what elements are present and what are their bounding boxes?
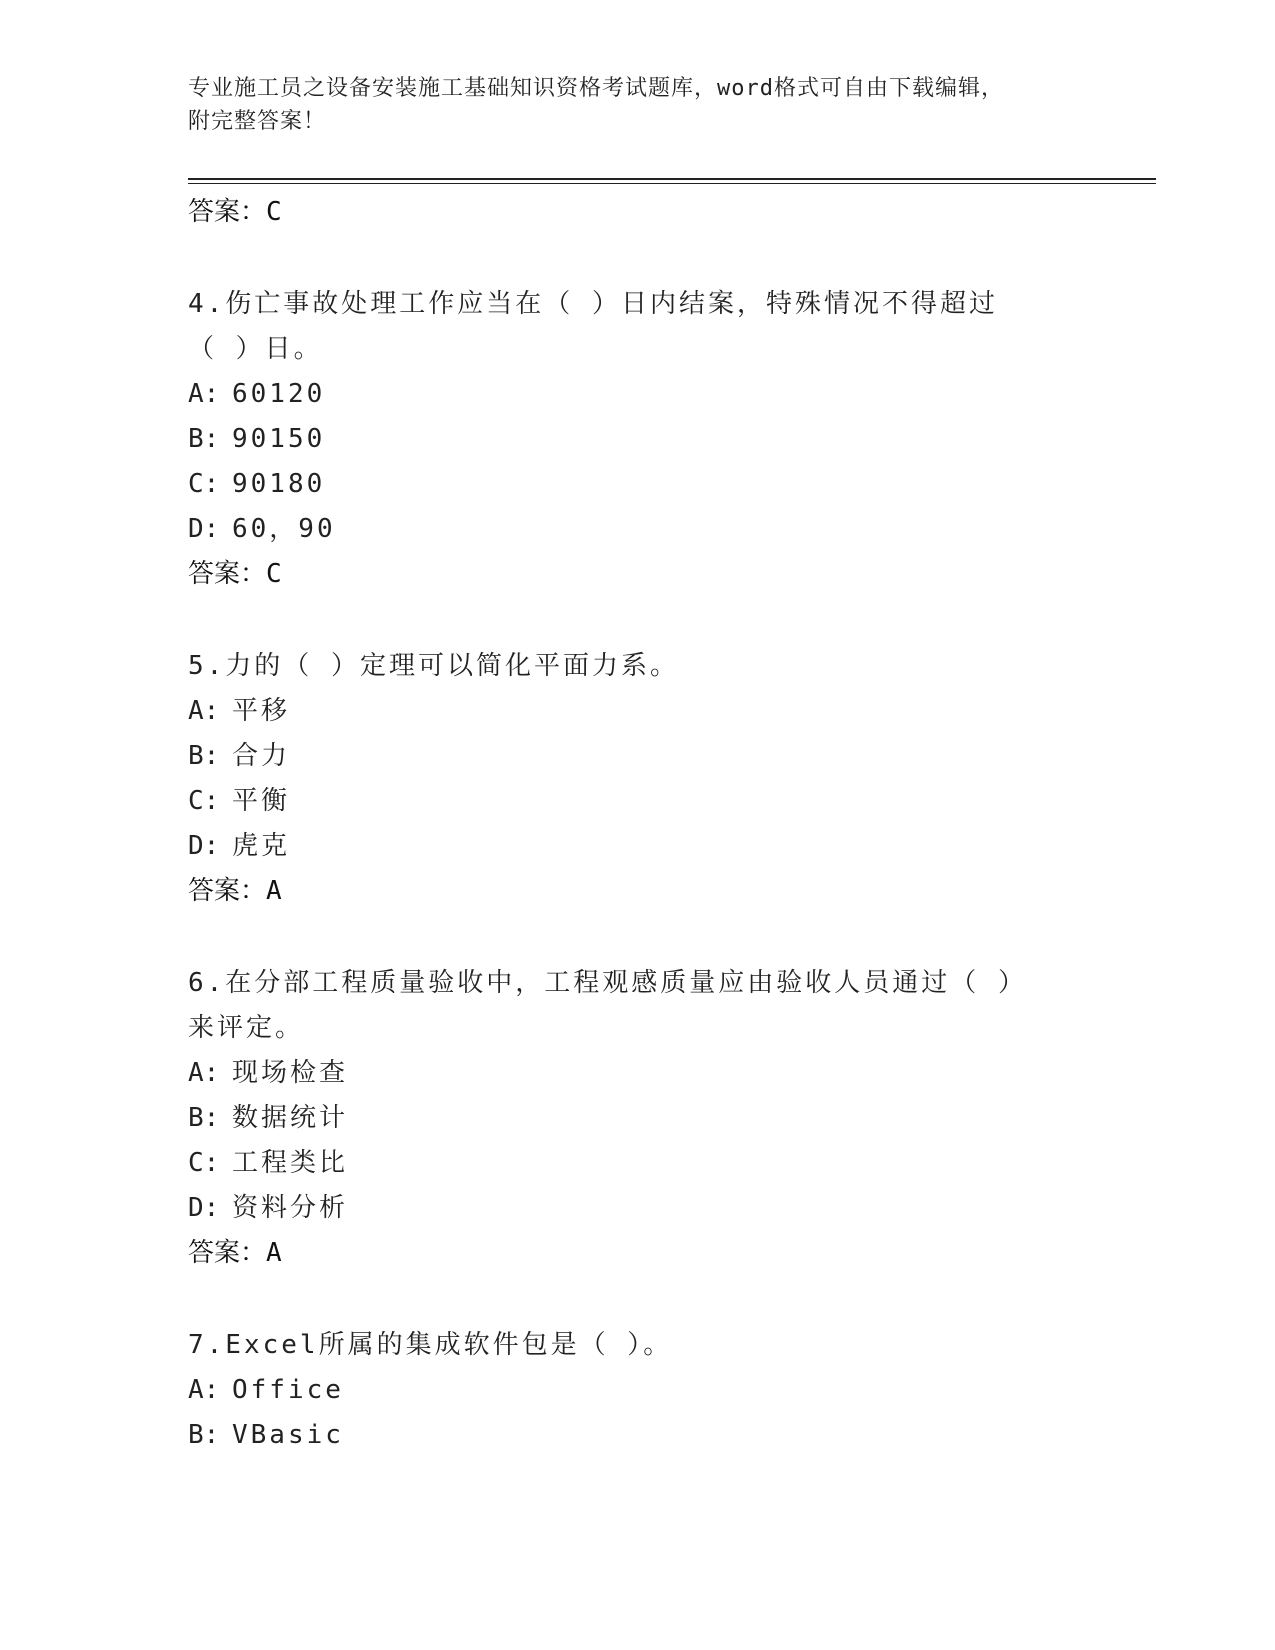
option-b <box>188 1096 1088 1141</box>
option-text: 合力 <box>232 741 291 771</box>
option-key: D: <box>188 514 220 544</box>
option-text: 现场检查 <box>232 1058 349 1088</box>
header-line-1: 专业施工员之设备安装施工基础知识资格考试题库，word格式可自由下载编辑， <box>188 76 1004 101</box>
option-text: Office <box>232 1375 344 1405</box>
option-key: B: <box>188 424 220 454</box>
option-a <box>188 1368 1088 1413</box>
answer-value: C <box>266 559 282 589</box>
header-divider-thin <box>188 183 1156 184</box>
option-b <box>188 734 1088 779</box>
option-text: 90180 <box>232 469 326 499</box>
question-stem: 7.Excel所属的集成软件包是（ ）。 <box>188 1330 673 1360</box>
option-key: D: <box>188 831 220 861</box>
answer-line <box>188 869 1088 914</box>
answer-label: 答案： <box>188 559 267 589</box>
question-list <box>188 190 1088 1458</box>
option-c <box>188 779 1088 824</box>
answer-label: 答案： <box>188 876 267 906</box>
answer-label: 答案： <box>188 1238 267 1268</box>
option-text: 60，90 <box>232 514 336 544</box>
question-7 <box>188 1323 1088 1458</box>
question-4 <box>188 282 1088 597</box>
option-a <box>188 1051 1088 1096</box>
option-c <box>188 1141 1088 1186</box>
header-line-2: 附完整答案！ <box>188 109 327 134</box>
option-key: B: <box>188 1420 220 1450</box>
answer-value: C <box>266 197 282 227</box>
option-text: 工程类比 <box>232 1148 349 1178</box>
option-key: A: <box>188 696 220 726</box>
option-key: D: <box>188 1193 220 1223</box>
option-a <box>188 372 1088 417</box>
option-b <box>188 417 1088 462</box>
page-header <box>188 72 1088 138</box>
option-key: A: <box>188 1058 220 1088</box>
option-key: A: <box>188 379 220 409</box>
option-key: B: <box>188 1103 220 1133</box>
header-divider <box>188 178 1156 180</box>
option-key: A: <box>188 1375 220 1405</box>
option-text: 平衡 <box>232 786 291 816</box>
question-5 <box>188 644 1088 914</box>
answer-value: A <box>266 876 282 906</box>
question-6 <box>188 961 1088 1276</box>
answer-line <box>188 1231 1088 1276</box>
option-text: 虎克 <box>232 831 291 861</box>
option-key: C: <box>188 1148 220 1178</box>
question-stem: 6.在分部工程质量验收中，工程观感质量应由验收人员通过（ ）来评定。 <box>188 968 1027 1043</box>
option-text: 平移 <box>232 696 291 726</box>
answer-value: A <box>266 1238 282 1268</box>
answer-label: 答案： <box>188 197 267 227</box>
option-text: 资料分析 <box>232 1193 349 1223</box>
option-d <box>188 824 1088 869</box>
option-d <box>188 1186 1088 1231</box>
option-key: C: <box>188 469 220 499</box>
option-key: B: <box>188 741 220 771</box>
option-text: 90150 <box>232 424 326 454</box>
option-text: VBasic <box>232 1420 344 1450</box>
answer-line <box>188 552 1088 597</box>
option-text: 数据统计 <box>232 1103 349 1133</box>
option-b <box>188 1413 1088 1458</box>
option-text: 60120 <box>232 379 326 409</box>
answer-line <box>188 190 1088 235</box>
option-c <box>188 462 1088 507</box>
option-d <box>188 507 1088 552</box>
question-stem: 4.伤亡事故处理工作应当在（ ）日内结案，特殊情况不得超过（ ）日。 <box>188 289 998 364</box>
option-a <box>188 689 1088 734</box>
option-key: C: <box>188 786 220 816</box>
question-stem: 5.力的（ ）定理可以简化平面力系。 <box>188 651 679 681</box>
